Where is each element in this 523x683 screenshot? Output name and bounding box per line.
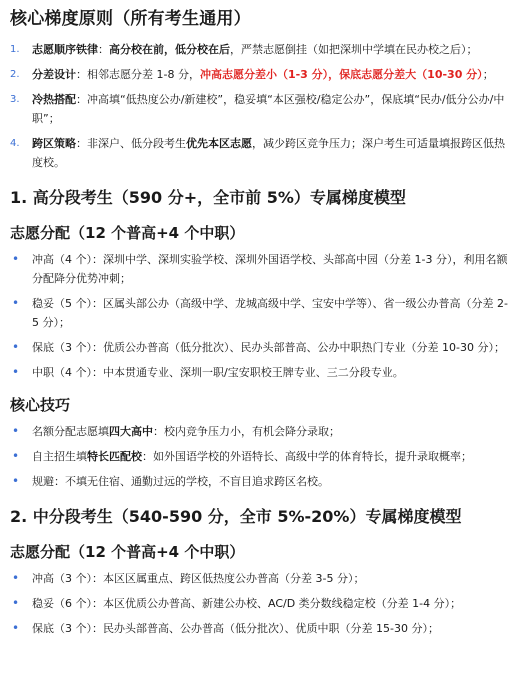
text-run: ：相邻志愿分差 1-8 分， [76, 68, 200, 81]
bold-text: 跨区策略 [32, 137, 76, 150]
bullet-icon: • [12, 340, 20, 354]
text-run: ，严禁志愿倒挂（如把深圳中学填在民办校之后）； [230, 43, 478, 56]
list-item-text [32, 68, 494, 81]
section-heading: 2. 中分段考生（540-590 分，全市 5%-20%）专属梯度模型 [10, 507, 462, 526]
subsection-heading: 志愿分配（12 个普高+4 个中职） [10, 224, 245, 242]
subsection-heading: 核心技巧 [10, 396, 71, 414]
list-item [10, 422, 511, 441]
list-number: 1. [10, 44, 20, 55]
list-item [10, 447, 511, 466]
list-item-text [32, 572, 364, 585]
bold-text: 优先本区志愿 [186, 137, 252, 150]
bullet-icon: • [12, 424, 20, 438]
text-run: ； [482, 68, 494, 81]
text-run: ：如外国语学校的外语特长、高级中学的体育特长，提升录取概率； [142, 450, 472, 463]
text-run: ：校内竞争压力小，有机会降分录取； [153, 425, 340, 438]
list-item [10, 472, 511, 491]
text-run: ：冲高填“低热度公办/新建校”，稳妥填“本区强校/稳定公办”，保底填“民办/低分公办/中职”； [32, 93, 505, 125]
list-item-text [32, 475, 329, 488]
list-item-text [32, 622, 439, 635]
list-item-text [32, 425, 340, 438]
list-item-text [32, 253, 507, 285]
list-item [10, 338, 511, 357]
bold-text: 志愿顺序铁律 [32, 43, 98, 56]
list-item-text [32, 43, 478, 56]
text-run: ：非深户、低分段考生 [76, 137, 186, 150]
list-item-text [32, 450, 472, 463]
list-item-text [32, 297, 508, 329]
text-run: ，减少跨区竞争压力；深户考生可适量填报跨区低热度校。 [32, 137, 505, 169]
list-item [10, 294, 511, 332]
bold-text: 冷热搭配 [32, 93, 76, 106]
section-heading: 1. 高分段考生（590 分+，全市前 5%）专属梯度模型 [10, 188, 406, 207]
allocation-list [10, 250, 511, 382]
text-run: 中职（4 个）：中本贯通专业、深圳一职/宝安职校王牌专业、三二分段专业。 [32, 366, 404, 379]
subsection-heading: 志愿分配（12 个普高+4 个中职） [10, 543, 245, 561]
bold-text: 分差设计 [32, 68, 76, 81]
list-item [10, 90, 511, 128]
list-item [10, 250, 511, 288]
list-item-text [32, 597, 461, 610]
list-item-text [32, 366, 404, 379]
allocation-list [10, 569, 511, 638]
text-run: ： [98, 43, 109, 56]
text-run: 名额分配志愿填 [32, 425, 109, 438]
bullet-icon: • [12, 365, 20, 379]
bold-text: 特长匹配校 [87, 450, 142, 463]
bullet-icon: • [12, 449, 20, 463]
list-item [10, 134, 511, 172]
bullet-icon: • [12, 621, 20, 635]
page-title: 核心梯度原则（所有考生通用） [10, 9, 251, 29]
list-item [10, 594, 511, 613]
list-item [10, 619, 511, 638]
bold-text: 高分校在前，低分校在后 [109, 43, 230, 56]
list-item [10, 363, 511, 382]
text-run: 保底（3 个）：民办头部普高、公办普高（低分批次）、优质中职（分差 15-30 分）； [32, 622, 439, 635]
highlight-text: 冲高志愿分差小（1-3 分），保底志愿分差大（10-30 分） [199, 68, 483, 81]
bullet-icon: • [12, 296, 20, 310]
tips-list [10, 422, 511, 491]
text-run: 稳妥（6 个）：本区优质公办普高、新建公办校、AC/D 类分数线稳定校（分差 1-4 分）； [32, 597, 462, 610]
bold-text: 四大高中 [109, 425, 153, 438]
bullet-icon: • [12, 571, 20, 585]
list-number: 3. [10, 94, 20, 105]
bullet-icon: • [12, 252, 20, 266]
list-item-text [32, 341, 505, 354]
text-run: 自主招生填 [32, 450, 87, 463]
text-run: 保底（3 个）：优质公办普高（低分批次）、民办头部普高、公办中职热门专业（分差 10-30 分）； [32, 341, 505, 354]
text-run: 冲高（3 个）：本区区属重点、跨区低热度公办普高（分差 3-5 分）； [32, 572, 365, 585]
list-item [10, 40, 511, 59]
list-item-text [32, 93, 504, 125]
list-number: 4. [10, 138, 20, 149]
principles-list [10, 40, 511, 172]
list-number: 2. [10, 69, 20, 80]
list-item-text [32, 137, 505, 169]
list-item [10, 569, 511, 588]
text-run: 冲高（4 个）：深圳中学、深圳实验学校、深圳外国语学校、头部高中园（分差 1-3 分），利用名额分配降分优势冲刺； [32, 253, 508, 285]
list-item [10, 65, 511, 84]
text-run: 稳妥（5 个）：区属头部公办（高级中学、龙城高级中学、宝安中学等）、省一级公办普高（分差 2-5 分）； [32, 297, 508, 329]
bullet-icon: • [12, 474, 20, 488]
text-run: 规避：不填无住宿、通勤过远的学校，不盲目追求跨区名校。 [32, 475, 329, 488]
bullet-icon: • [12, 596, 20, 610]
